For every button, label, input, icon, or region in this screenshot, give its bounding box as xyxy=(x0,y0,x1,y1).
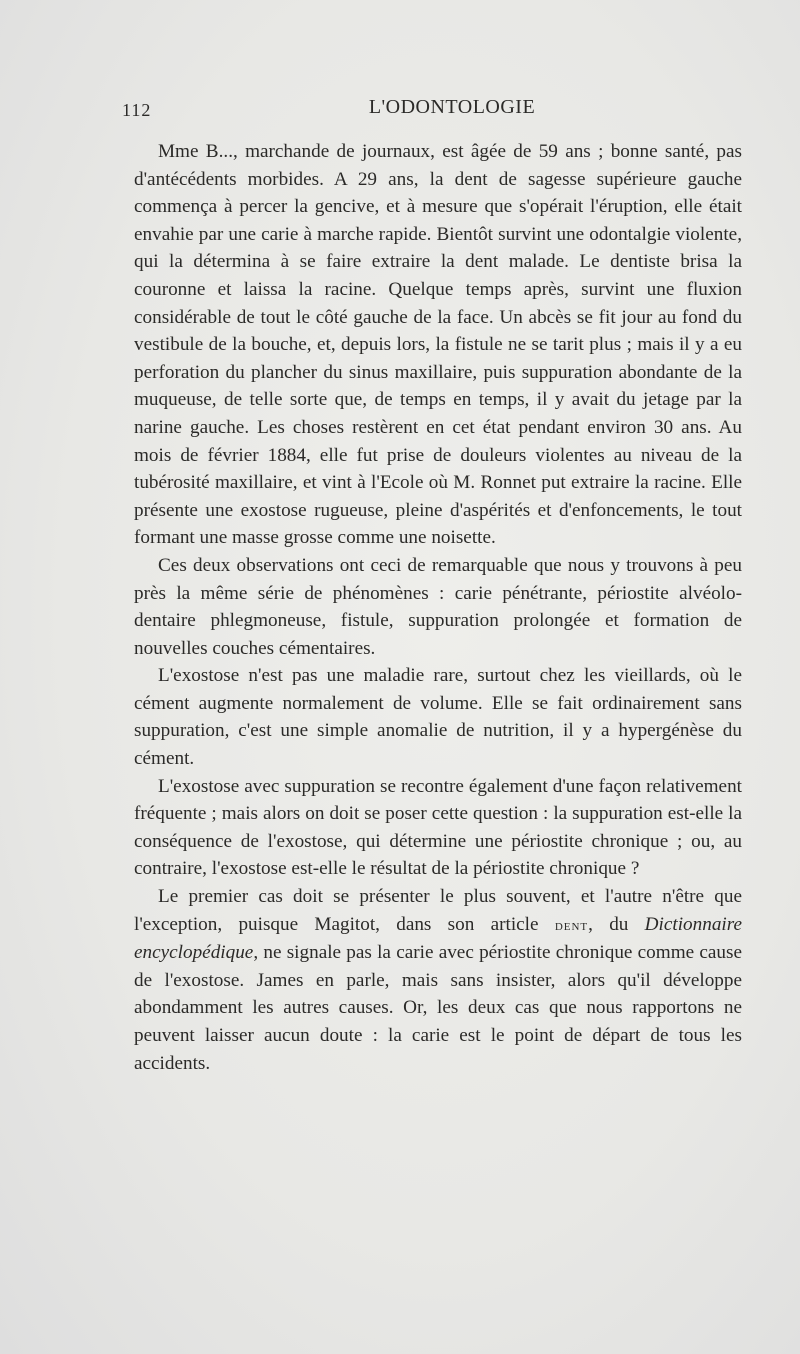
article-title-dent: dent xyxy=(554,916,589,934)
page-number: 112 xyxy=(122,100,152,120)
running-title: L'ODONTOLOGIE xyxy=(368,96,536,118)
paragraph-observations: Ces deux observations ont ceci de remarquable que nous y trouvons à peu près la même série de phénomènes : carie pénétrante, périostite alvéolo-dentaire phlegmoneuse, fistule, suppuration prolongée et formation de nouvelles couches cémentaires. xyxy=(134,554,742,659)
paragraph-premier-cas-text-2: , du xyxy=(588,913,645,935)
running-head xyxy=(122,96,752,126)
paragraph-case-report: Mme B..., marchande de journaux, est âgée de 59 ans ; bonne santé, pas d'antécédents morbides. A 29 ans, la dent de sagesse supérieure gauche commença à percer la gencive, et à mesure que s'opérait l'éruption, elle était envahie par une carie à marche rapide. Bientôt survint une odontalgie violente, qui la détermina à se faire extraire la dent malade. Le dentiste brisa la couronne et laissa la racine. Quelque temps après, survint une fluxion considérable de tout le côté gauche de la face. Un abcès se fit jour au fond du vestibule de la bouche, et, depuis lors, la fistule ne se tarit plus ; mais il y a eu perforation du plancher du sinus maxillaire, puis suppuration abondante de la muqueuse, de telle sorte que, de temps en temps, il y avait du jetage par la narine gauche. Les choses restèrent en cet état pendant environ 30 ans. Au mois de février 1884, elle fut prise de douleurs violentes au niveau de la tubérosité maxillaire, et vint à l'Ecole où M. Ronnet put extraire la racine. Elle présente une exostose rugueuse, pleine d'aspérités et d'enfoncements, le tout formant une masse grosse comme une noisette. xyxy=(134,141,742,549)
dictionary-title: Dictionnaire encyclopédique xyxy=(134,913,743,964)
body-text xyxy=(134,138,742,1077)
paragraph-exostose-suppuration: L'exostose avec suppuration se recontre également d'une façon relativement fréquente ; mais alors on doit se poser cette question : la suppuration est-elle la conséquence de l'exostose, qui détermine une périostite chronique ; ou, au contraire, l'exostose est-elle le résultat de la périostite chronique ? xyxy=(134,775,742,880)
paragraph-exostose-rare: L'exostose n'est pas une maladie rare, surtout chez les vieillards, où le cément augmente normalement de volume. Elle se fait ordinairement sans suppuration, c'est une simple anomalie de nutrition, il y a hypergénèse du cément. xyxy=(134,665,742,770)
paragraph-premier-cas-text-3: , ne signale pas la carie avec périostite chronique comme cause de l'exostose. James en parle, mais sans insister, alors qu'il développe abondamment les autres causes. Or, les deux cas que nous rapportons ne peuvent laisser aucun doute : la carie est le point de départ de tous les accidents. xyxy=(134,942,742,1074)
paragraph-premier-cas xyxy=(134,883,742,1077)
paragraph-premier-cas-text-1: Le premier cas doit se présenter le plus souvent, et l'autre n'être que l'exception, puisque Magitot, dans son article xyxy=(134,886,742,935)
